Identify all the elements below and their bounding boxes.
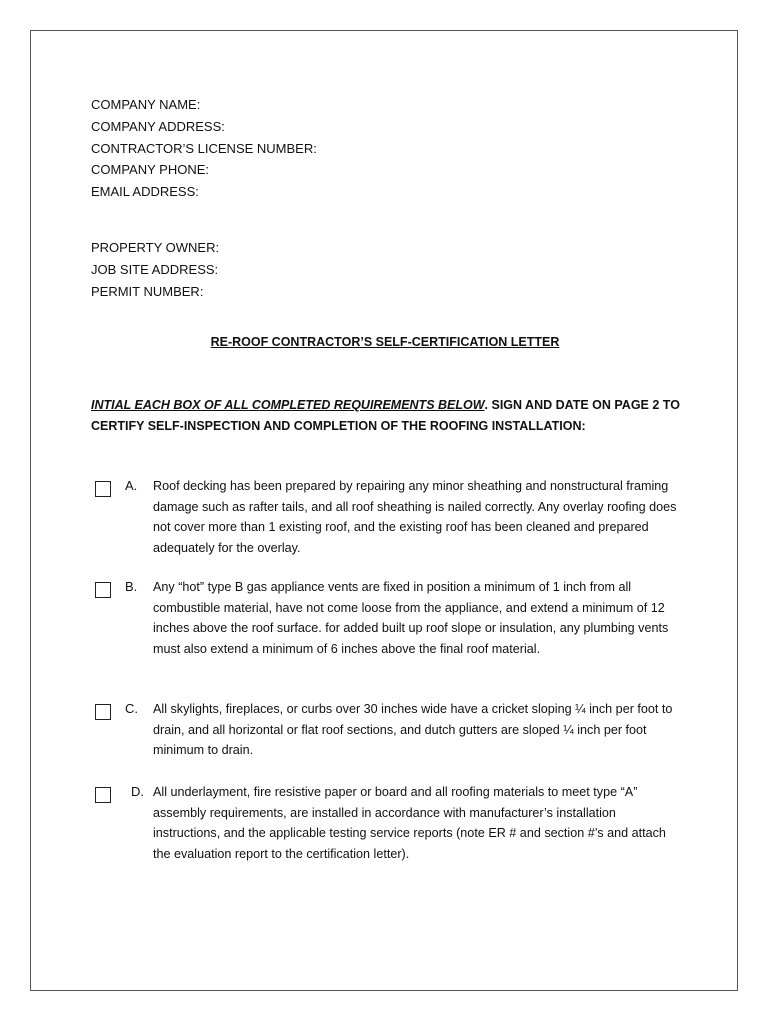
requirement-b-letter: B. — [125, 579, 138, 594]
document-page — [30, 30, 738, 991]
requirement-c-text: All skylights, fireplaces, or curbs over 30 inches wide have a cricket sloping ¼ inch per foot to drain, and all horizontal or flat roof sections, and dutch gutters are sloped ¼ inch per foot minimum to drain. — [153, 702, 673, 758]
company-address-label: COMPANY ADDRESS: — [91, 118, 225, 134]
requirement-c-letter: C. — [125, 701, 138, 716]
requirement-d-text: All underlayment, fire resistive paper or board and all roofing materials to meet type “A” assembly requirements, are installed in accordance with manufacturer’s installation instructions, and the applicable testing service reports (note ER # and section #’s and attach the evaluation report to the certification letter). — [153, 785, 666, 861]
company-phone-label: COMPANY PHONE: — [91, 162, 209, 178]
property-owner-label: PROPERTY OWNER: — [91, 240, 220, 255]
instruction-rest: . SIGN AND DATE ON PAGE 2 TO CERTIFY SELF-INSPECTION AND COMPLETION OF THE ROOFING INSTALLATION: — [91, 398, 680, 433]
company-info-block — [91, 94, 317, 203]
requirement-a-text: Roof decking has been prepared by repairing any minor sheathing and nonstructural framing damage such as rafter tails, and all roof sheathing is nailed correctly. Any overlay roofing does not cover more than 1 existing roof, and the existing roof has been cleaned and prepared adequately for the overlay. — [153, 479, 677, 555]
requirement-a-letter: A. — [125, 478, 138, 493]
instruction-emphasis: INTIAL EACH BOX OF ALL COMPLETED REQUIREMENTS BELOW — [91, 398, 485, 412]
property-info-block — [91, 237, 219, 302]
company-name-label: COMPANY NAME: — [91, 97, 201, 112]
requirement-c-checkbox[interactable] — [95, 704, 111, 720]
requirement-d-checkbox[interactable] — [95, 787, 111, 803]
contractor-license-label: CONTRACTOR’S LICENSE NUMBER: — [91, 140, 317, 156]
requirement-b-text: Any “hot” type B gas appliance vents are fixed in position a minimum of 1 inch from all combustible material, have not come loose from the appliance, and extend a minimum of 12 inches above the roof surface. for added built up roof slope or insulation, any plumbing vents must also extend a minimum of 6 inches above the final roof material. — [153, 580, 669, 656]
job-site-address-label: JOB SITE ADDRESS: — [91, 261, 219, 277]
permit-number-label: PERMIT NUMBER: — [91, 283, 204, 299]
requirement-b-checkbox[interactable] — [95, 582, 111, 598]
document-title: RE-ROOF CONTRACTOR’S SELF-CERTIFICATION LETTER — [210, 335, 560, 349]
requirement-a-checkbox[interactable] — [95, 481, 111, 497]
email-address-label: EMAIL ADDRESS: — [91, 184, 199, 200]
instruction-text — [91, 395, 691, 437]
requirement-d-letter: D. — [131, 784, 144, 799]
